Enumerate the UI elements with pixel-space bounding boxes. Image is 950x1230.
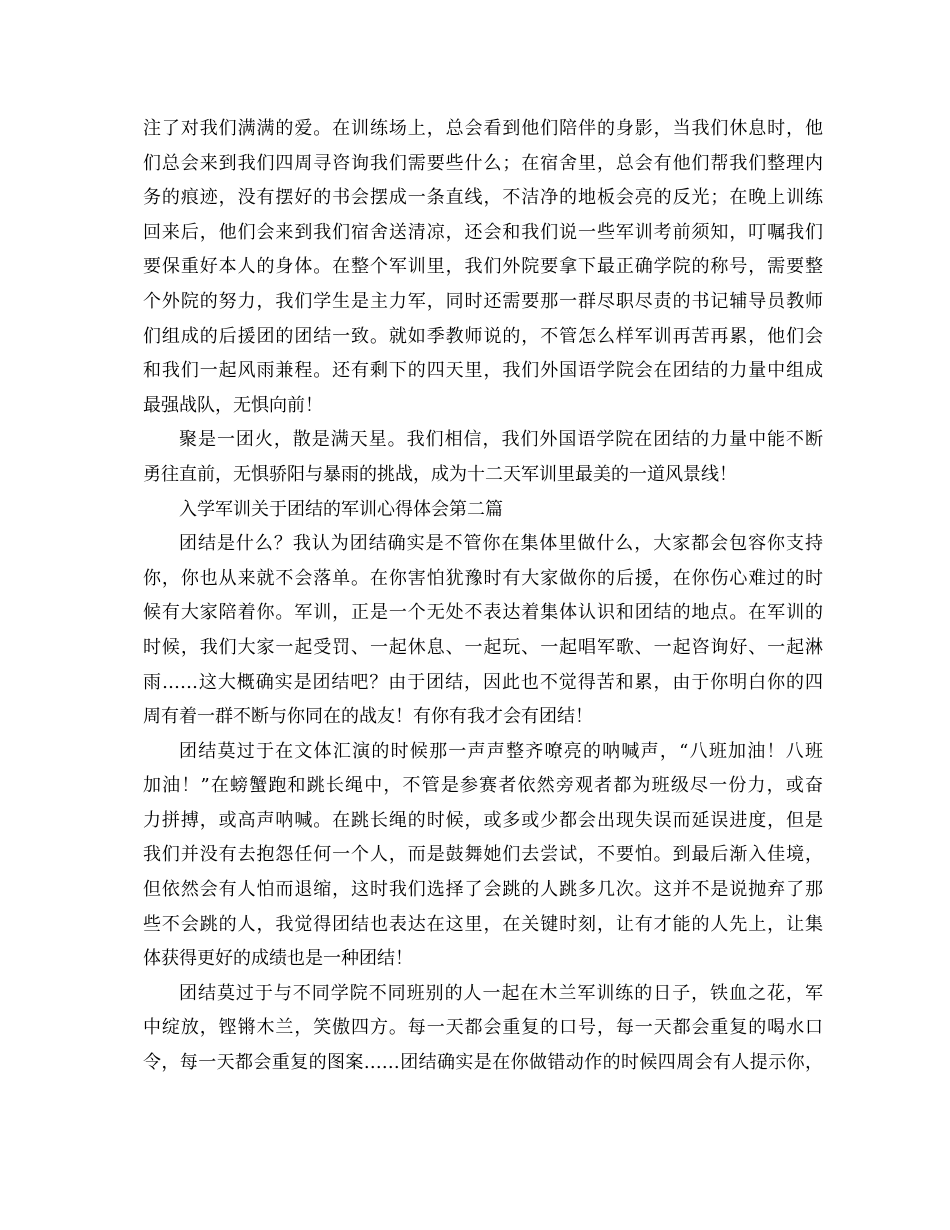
text-line: 要保重好本人的身体。在整个军训里，我们外院要拿下最正确学院的称号，需要整 (143, 256, 823, 278)
text-line: 注了对我们满满的爱。在训练场上，总会看到他们陪伴的身影，当我们休息时，他 (143, 118, 823, 139)
text-line: 回来后，他们会来到我们宿舍送清凉，还会和我们说一些军训考前须知，叮嘱我们 (143, 221, 823, 243)
text-line: 最强战队，无惧向前！ (143, 394, 323, 416)
paragraph (143, 527, 823, 735)
text-line: 周有着一群不断与你同在的战友！有你有我才会有团结！ (143, 706, 593, 728)
text-line: 团结莫过于在文体汇演的时候那一声声整齐嘹亮的呐喊声，“八班加油！八班 (179, 740, 823, 762)
text-line: 勇往直前，无惧骄阳与暴雨的挑战，成为十二天军训里最美的一道风景线！ (143, 463, 737, 485)
text-line: 务的痕迹，没有摆好的书会摆成一条直线，不洁净的地板会亮的反光；在晚上训练 (143, 187, 823, 209)
text-line: 们总会来到我们四周寻咨询我们需要些什么；在宿舍里，总会有他们帮我们整理内 (143, 152, 823, 174)
text-line: 团结莫过于与不同学院不同班别的人一起在木兰军训练的日子，铁血之花，军 (179, 982, 823, 1004)
text-line: 聚是一团火，散是满天星。我们相信，我们外国语学院在团结的力量中能不断 (179, 429, 823, 451)
section-title: 入学军训关于团结的军训心得体会第二篇 (179, 498, 503, 520)
text-line: 些不会跳的人，我觉得团结也表达在这里，在关键时刻，让有才能的人先上，让集 (143, 913, 823, 935)
text-line: 候有大家陪着你。军训，正是一个无处不表达着集体认识和团结的地点。在军训的 (143, 602, 823, 624)
paragraph (143, 735, 823, 977)
text-line: 雨……这大概确实是团结吧？由于团结，因此也不觉得苦和累，由于你明白你的四 (143, 671, 823, 693)
text-line: 力拼搏，或高声呐喊。在跳长绳的时候，或多或少都会出现失误而延误进度，但是 (143, 809, 823, 831)
document-body (143, 112, 823, 1081)
text-line: 时候，我们大家一起受罚、一起休息、一起玩、一起唱军歌、一起咨询好、一起淋 (143, 636, 823, 658)
text-line: 们组成的后援团的团结一致。就如季教师说的，不管怎么样军训再苦再累，他们会 (143, 325, 823, 347)
paragraph (143, 112, 823, 423)
text-line: 体获得更好的成绩也是一种团结！ (143, 948, 413, 970)
paragraph (143, 977, 823, 1081)
text-line: 但依然会有人怕而退缩，这时我们选择了会跳的人跳多几次。这并不是说抛弃了那 (143, 879, 823, 901)
text-line: 中绽放，铿锵木兰，笑傲四方。每一天都会重复的口号，每一天都会重复的喝水口 (143, 1017, 823, 1039)
text-line: 个外院的努力，我们学生是主力军，同时还需要那一群尽职尽责的书记辅导员教师 (143, 290, 823, 312)
text-line: 我们并没有去抱怨任何一个人，而是鼓舞她们去尝试，不要怕。到最后渐入佳境， (143, 844, 823, 866)
text-line: 和我们一起风雨兼程。还有剩下的四天里，我们外国语学院会在团结的力量中组成 (143, 360, 823, 382)
text-line: 团结是什么？我认为团结确实是不管你在集体里做什么，大家都会包容你支持 (179, 533, 823, 555)
section-heading (143, 493, 823, 528)
text-line: 你，你也从来就不会落单。在你害怕犹豫时有大家做你的后援，在你伤心难过的时 (143, 567, 823, 589)
paragraph (143, 423, 823, 492)
text-line: 加油！”在螃蟹跑和跳长绳中，不管是参赛者依然旁观者都为班级尽一份力，或奋 (143, 775, 823, 797)
text-line: 令，每一天都会重复的图案……团结确实是在你做错动作的时候四周会有人提示你， (143, 1052, 823, 1074)
